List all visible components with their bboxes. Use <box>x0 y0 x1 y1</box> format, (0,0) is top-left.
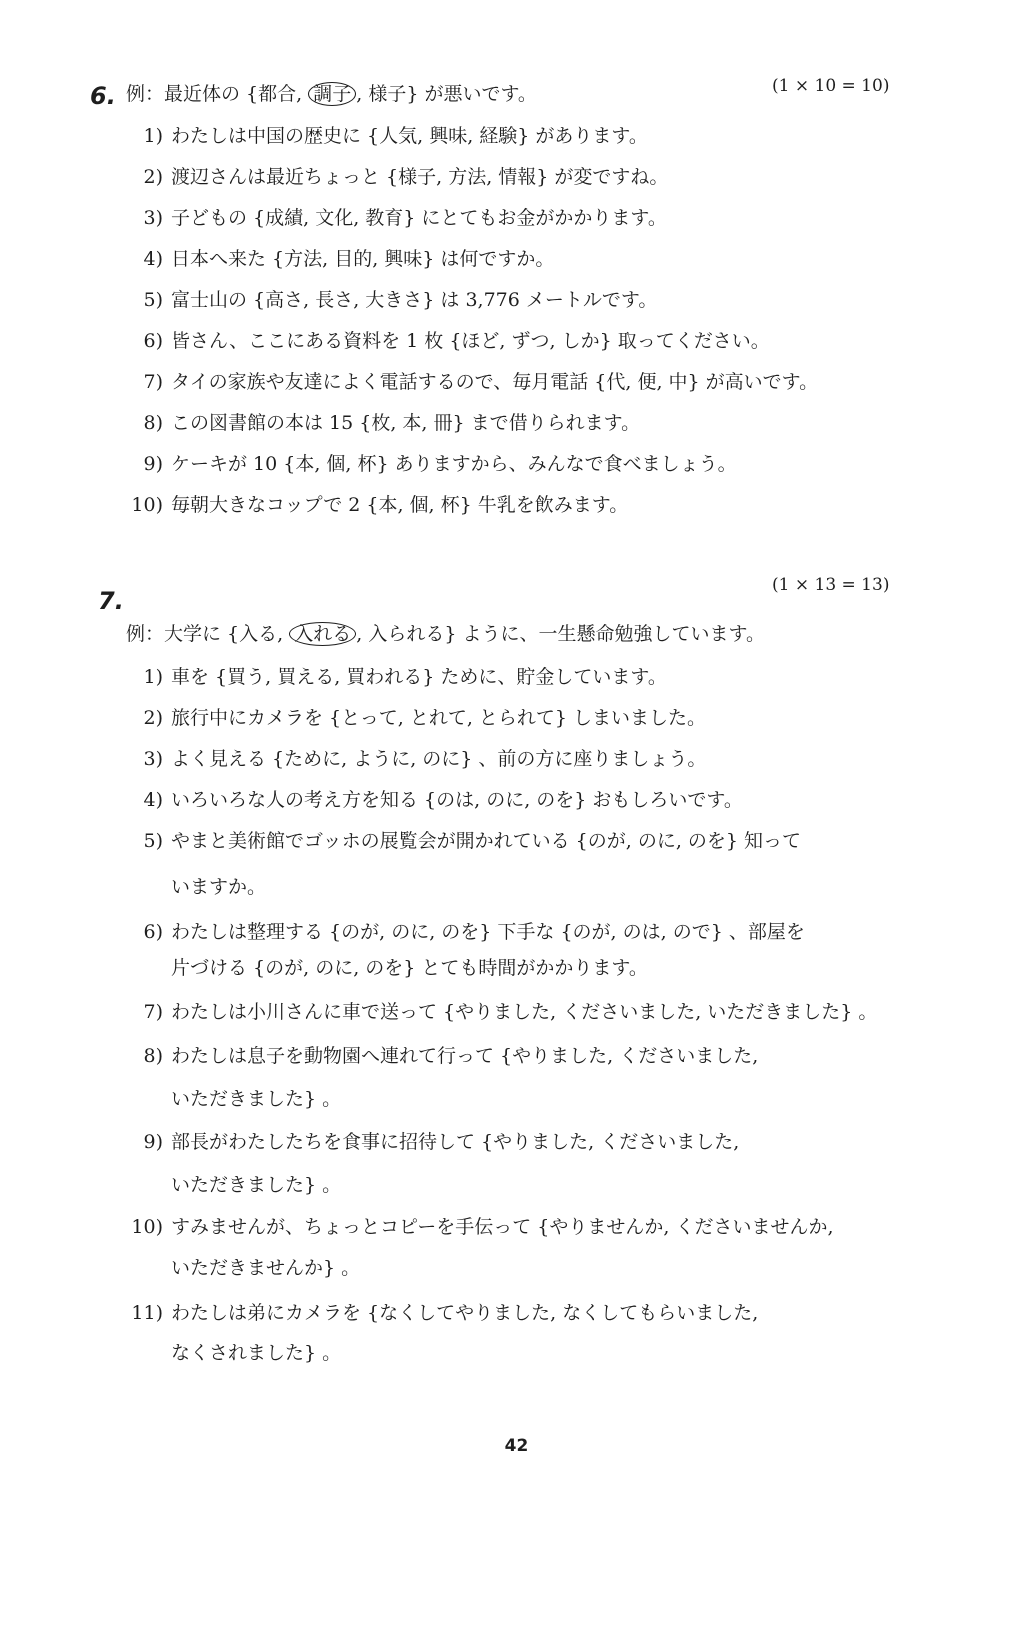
example-circled-answer: 調子 <box>308 82 356 106</box>
section-7-score: (1 × 13 = 13) <box>772 575 890 595</box>
section-7-number: 7. <box>98 587 124 615</box>
question-text: 富士山の {高さ, 長さ, 大きさ} は 3,776 メートルです。 <box>171 289 658 311</box>
question-number: 8) <box>143 412 163 434</box>
question-text: やまと美術館でゴッホの展覧会が開かれている {のが, のに, のを} 知って <box>171 830 802 852</box>
question-item <box>127 1044 758 1068</box>
question-text: 渡辺さんは最近ちょっと {様子, 方法, 情報} が変ですね。 <box>171 166 669 188</box>
question-text: 旅行中にカメラを {とって, とれて, とられて} しまいました。 <box>171 707 707 729</box>
example-label: 例： <box>126 83 165 105</box>
question-item <box>127 370 818 394</box>
section-6-example <box>126 82 537 106</box>
question-continuation: 片づける {のが, のに, のを} とても時間がかかります。 <box>171 957 648 979</box>
question-number: 3) <box>143 207 163 229</box>
question-number: 1) <box>143 125 163 147</box>
question-text: すみませんが、ちょっとコピーを手伝って {やりませんか, くださいませんか, <box>171 1216 834 1238</box>
question-item <box>127 788 743 812</box>
question-text: 毎朝大きなコップで 2 {本, 個, 杯} 牛乳を飲みます。 <box>171 494 629 516</box>
question-text: この図書館の本は 15 {枚, 本, 冊} まで借りられます。 <box>171 412 641 434</box>
example-label: 例： <box>126 623 165 645</box>
question-number: 7) <box>143 1001 163 1023</box>
question-continuation: いますか。 <box>171 876 267 898</box>
question-number: 7) <box>143 371 163 393</box>
question-text: わたしは弟にカメラを {なくしてやりました, なくしてもらいました, <box>171 1302 759 1324</box>
question-text: 日本へ来た {方法, 目的, 興味} は何ですか。 <box>171 248 555 270</box>
question-item <box>127 206 667 230</box>
question-item <box>127 288 657 312</box>
question-text: 子どもの {成績, 文化, 教育} にとてもお金がかかります。 <box>171 207 667 229</box>
question-number: 5) <box>143 289 163 311</box>
question-text: わたしは中国の歴史に {人気, 興味, 経験} があります。 <box>171 125 648 147</box>
question-item <box>127 1000 877 1024</box>
question-item <box>127 920 805 944</box>
question-number: 4) <box>143 789 163 811</box>
question-text: 皆さん、ここにある資料を 1 枚 {ほど, ずつ, しか} 取ってください。 <box>171 330 770 352</box>
question-item <box>127 411 640 435</box>
question-number: 3) <box>143 748 163 770</box>
question-item <box>127 124 648 148</box>
section-6-score: (1 × 10 = 10) <box>772 76 890 96</box>
question-number: 2) <box>143 166 163 188</box>
question-text: わたしは小川さんに車で送って {やりました, くださいました, いただきました} 。 <box>171 1001 878 1023</box>
question-continuation: いただきました} 。 <box>171 1088 342 1110</box>
question-item <box>127 747 706 771</box>
question-text: わたしは整理する {のが, のに, のを} 下手な {のが, のは, ので} 、部屋を <box>171 921 805 943</box>
question-number: 10) <box>131 1216 163 1238</box>
question-item <box>127 1301 758 1325</box>
question-item <box>127 452 737 476</box>
question-item <box>127 706 706 730</box>
question-item <box>127 329 770 353</box>
question-text: ケーキが 10 {本, 個, 杯} ありますから、みんなで食べましょう。 <box>171 453 737 475</box>
question-item <box>127 493 628 517</box>
question-item <box>127 1215 834 1239</box>
question-number: 4) <box>143 248 163 270</box>
question-number: 6) <box>143 330 163 352</box>
question-text: よく見える {ために, ように, のに} 、前の方に座りましょう。 <box>171 748 707 770</box>
question-item <box>127 829 801 853</box>
question-text: 部長がわたしたちを食事に招待して {やりました, くださいました, <box>171 1131 740 1153</box>
section-7-example <box>126 622 765 646</box>
question-item <box>127 665 667 689</box>
question-number: 11) <box>131 1302 163 1324</box>
page-number: 42 <box>504 1436 529 1456</box>
question-item <box>127 1130 739 1154</box>
question-text: タイの家族や友達によく電話するので、毎月電話 {代, 便, 中} が高いです。 <box>171 371 819 393</box>
example-circled-answer: 入れる <box>289 622 356 646</box>
question-number: 6) <box>143 921 163 943</box>
question-number: 8) <box>143 1045 163 1067</box>
question-number: 5) <box>143 830 163 852</box>
question-continuation: いただきました} 。 <box>171 1174 342 1196</box>
example-text-after: , 様子} が悪いです。 <box>356 83 537 105</box>
question-number: 1) <box>143 666 163 688</box>
question-number: 10) <box>131 494 163 516</box>
example-text-before: 大学に {入る, <box>164 623 290 645</box>
question-text: いろいろな人の考え方を知る {のは, のに, のを} おもしろいです。 <box>171 789 743 811</box>
question-number: 9) <box>143 1131 163 1153</box>
question-continuation: いただきませんか} 。 <box>171 1257 361 1279</box>
example-text-after: , 入られる} ように、一生懸命勉強しています。 <box>356 623 765 645</box>
section-6-number: 6. <box>90 82 116 110</box>
question-continuation: なくされました} 。 <box>171 1342 342 1364</box>
question-number: 9) <box>143 453 163 475</box>
question-text: 車を {買う, 買える, 買われる} ために、貯金しています。 <box>171 666 667 688</box>
question-text: わたしは息子を動物園へ連れて行って {やりました, くださいました, <box>171 1045 759 1067</box>
question-number: 2) <box>143 707 163 729</box>
example-text-before: 最近体の {都合, <box>164 83 309 105</box>
question-item <box>127 165 668 189</box>
question-item <box>127 247 554 271</box>
